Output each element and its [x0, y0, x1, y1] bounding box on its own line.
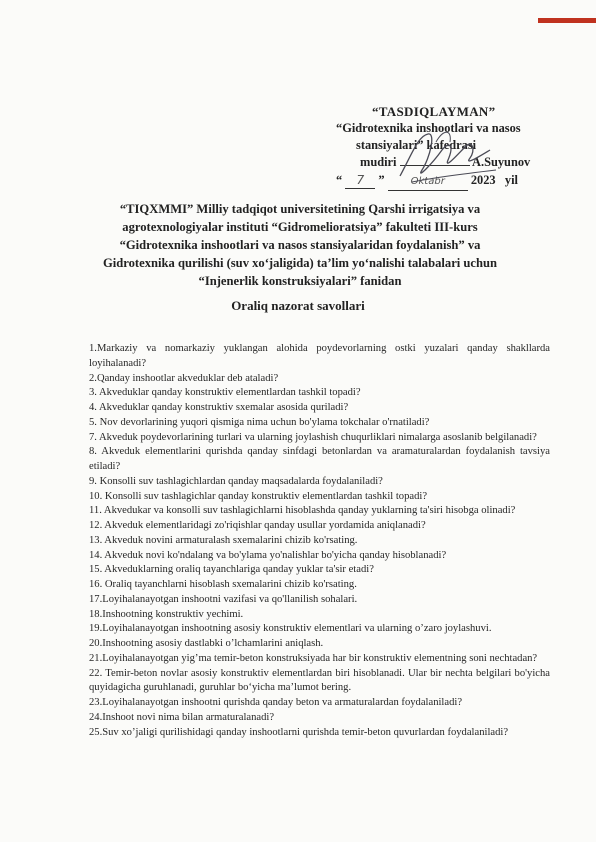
question-item: 25.Suv xo’jaligi qurilishidagi qanday inshootlarni qurishda temir-beton quvurlardan foydalaniladi?	[89, 726, 509, 738]
page-edge-strip	[538, 18, 596, 23]
question-item: 18.Inshootning konstruktiv yechimi.	[89, 608, 244, 620]
header-line-2: agrotexnologiyalar instituti “Gidromelioratsiya” fakulteti III-kurs	[122, 220, 478, 234]
question-item: 11. Akvedukar va konsolli suv tashlagichlarni hisoblashda qanday yuklarning ta'siri hisobga olinadi?	[89, 505, 516, 517]
date-open-quote: “	[336, 173, 343, 187]
date-year: 2023	[470, 173, 496, 187]
date-month: Oktabr	[388, 173, 468, 191]
approval-line-department: “Gidrotexnika inshootlari va nasos	[336, 121, 521, 135]
question-item: 5. Nov devorlarining yuqori qismiga nima uchun bo'ylama tokchalar o'rnatiladi?	[89, 416, 430, 428]
approval-line-department-2: stansiyalari” kafedrasi	[356, 138, 477, 152]
mudiri-label: mudiri	[360, 155, 397, 169]
question-item: 9. Konsolli suv tashlagichlardan qanday maqsadalarda foydalaniladi?	[89, 475, 383, 487]
document-header	[60, 200, 540, 290]
date-close-quote: ”	[378, 173, 385, 187]
question-item: 16. Oraliq tayanchlarni hisoblash sxemalarini chizib ko'rsating.	[89, 579, 357, 590]
handwritten-signature	[392, 124, 502, 194]
header-line-1: “TIQXMMI” Milliy tadqiqot universitetining Qarshi irrigatsiya va	[119, 202, 481, 216]
question-item: 10. Konsolli suv tashlagichlar qanday konstruktiv elementlardan tashkil topadi?	[89, 490, 428, 502]
question-item: 2.Qanday inshootlar akveduklar deb ataladi?	[89, 372, 279, 384]
question-item: 21.Loyihalanayotgan yig’ma temir-beton konstruksiyada har bir konstruktiv elementning soni nechtadan?	[89, 652, 538, 664]
header-line-5: “Injenerlik konstruksiyalari” fanidan	[198, 274, 402, 288]
header-line-3: “Gidrotexnika inshootlari va nasos stansiyalaridan foydalanish” va	[119, 238, 481, 252]
question-item: 12. Akveduk elementlaridagi zo'riqishlar qanday usullar yordamida aniqlanadi?	[89, 520, 426, 531]
question-item: 8. Akveduk elementlarini qurishda qanday sinfdagi betonlardan va aramaturalardan foydalanish tavsiya etiladi?	[89, 446, 550, 472]
question-item: 19.Loyihalanayotgan inshootning asosiy konstruktiv elementlari va ularning o’zaro joylashuvi.	[89, 623, 492, 635]
document-subtitle: Oraliq nazorat savollari	[231, 298, 365, 313]
question-item: 20.Inshootning asosiy dastlabki o’lchamlarini aniqlash.	[89, 638, 324, 649]
question-item: 1.Markaziy va nomarkaziy yuklangan alohida poydevorlarning ostki yuzalari qanday shakllarda loyihalanadi?	[89, 343, 550, 369]
question-item: 13. Akveduk novini armaturalash sxemalarini chizib ko'rsating.	[89, 534, 358, 546]
questions-list	[89, 342, 550, 740]
question-item: 24.Inshoot novi nima bilan armaturalanadi?	[89, 711, 275, 723]
question-item: 7. Akveduk poydevorlarining turlari va ularning joylashish chuqurliklari nimalarga asoslanib belgilanadi?	[89, 431, 537, 443]
date-day: 7	[345, 171, 375, 189]
question-item: 22. Temir-beton novlar asosiy konstruktiv elementlardan biri hisoblanadi. Ular bir nechta belgilari bo'yicha quyidagicha guruhlanadi, guruhlar bo‘yicha ma’lumot bering.	[89, 667, 550, 694]
question-item: 4. Akveduklar qanday konstruktiv sxemalar asosida quriladi?	[89, 402, 349, 413]
question-item: 14. Akveduk novi ko'ndalang va bo'ylama yo'nalishlar bo'yicha qanday hisoblanadi?	[89, 549, 447, 561]
approval-title: “TASDIQLAYMAN”	[372, 104, 496, 119]
question-item: 15. Akveduklarning oraliq tayanchlariga qanday yuklar ta'sir etadi?	[89, 564, 374, 576]
question-item: 23.Loyihalanayotgan inshootni qurishda qanday beton va armaturalardan foydalaniladi?	[89, 697, 463, 708]
date-year-suffix: yil	[504, 173, 519, 187]
question-item: 3. Akveduklar qanday konstruktiv elementlardan tashkil topadi?	[89, 387, 361, 399]
signer-name: A.Suyunov	[472, 155, 531, 169]
question-item: 17.Loyihalanayotgan inshootni vazifasi va qo'llanilish sohalari.	[89, 593, 358, 605]
header-line-4: Gidrotexnika qurilishi (suv xo‘jaligida) ta’lim yo‘nalishi talabalari uchun	[102, 256, 498, 270]
